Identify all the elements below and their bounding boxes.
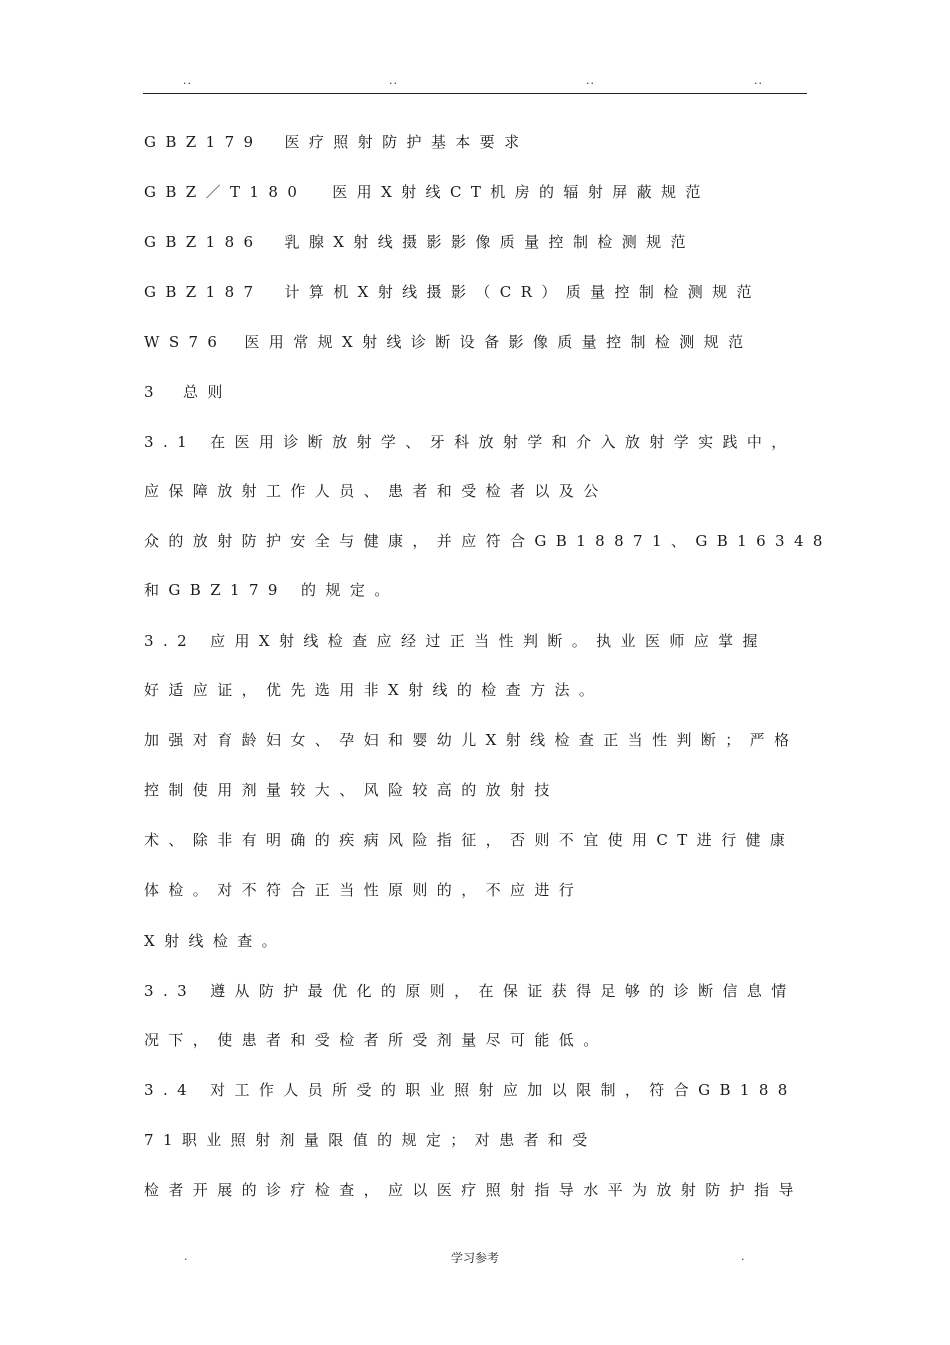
clause-line — [144, 880, 583, 900]
header-mark: .. — [389, 74, 398, 87]
header-divider — [143, 93, 807, 94]
clause-text: 众的放射防护安全与健康，并应符合GB18871、GB16348 — [144, 532, 832, 550]
clause-text: 71职业照射剂量限值的规定；对患者和受 — [144, 1131, 597, 1149]
clause-number: 3.2 — [144, 632, 197, 650]
clause-line — [144, 481, 608, 501]
clause-text: 对工作人员所受的职业照射应加以限制，符合GB188 — [210, 1081, 797, 1099]
standard-title: 计算机X射线摄影（CR）质量控制检测规范 — [284, 283, 761, 301]
clause-line — [144, 730, 798, 750]
standard-title: 乳腺X射线摄影影像质量控制检测规范 — [284, 233, 695, 251]
clause-line — [144, 830, 794, 850]
clause-line — [144, 780, 559, 800]
standard-title: 医用X射线CT机房的辐射屏蔽规范 — [332, 183, 710, 201]
header-mark: .. — [586, 74, 595, 87]
standard-code: GBZ179 — [144, 133, 263, 151]
clause-text: X射线检查。 — [144, 932, 287, 950]
section-number: 3 — [144, 383, 163, 401]
section-title: 总则 — [182, 383, 232, 401]
clause-line — [144, 981, 796, 1001]
standard-title: 医用常规X射线诊断设备影像质量控制检测规范 — [244, 333, 753, 351]
standard-item — [144, 232, 695, 252]
clause-text: 应保障放射工作人员、患者和受检者以及公 — [144, 482, 608, 500]
standard-code: GBZ186 — [144, 233, 263, 251]
clause-text: 加强对育龄妇女、孕妇和婴幼儿X射线检查正当性判断；严格 — [144, 731, 799, 749]
clause-text: 体检。对不符合正当性原则的，不应进行 — [144, 881, 584, 899]
standard-item — [144, 282, 761, 302]
clause-line — [144, 1130, 597, 1150]
clause-text: 检者开展的诊疗检查，应以医疗照射指导水平为放射防护指导 — [144, 1181, 803, 1199]
standard-item — [144, 182, 710, 202]
clause-line — [144, 432, 796, 452]
clause-text: 在医用诊断放射学、牙科放射学和介入放射学实践中， — [210, 433, 796, 451]
clause-number: 3.1 — [144, 433, 197, 451]
header-mark: .. — [183, 74, 192, 87]
clause-text: 好适应证，优先选用非X射线的检查方法。 — [144, 681, 604, 699]
clause-text: 控制使用剂量较大、风险较高的放射技 — [144, 781, 559, 799]
clause-text: 术、除非有明确的疾病风险指征，否则不宜使用CT进行健康 — [144, 831, 795, 849]
clause-text: 应用X射线检查应经过正当性判断。执业医师应掌握 — [210, 632, 767, 650]
clause-line — [144, 1180, 803, 1200]
header-mark: .. — [754, 74, 763, 87]
clause-line — [144, 580, 399, 600]
clause-number: 3.4 — [144, 1081, 197, 1099]
footer-right-mark: . — [741, 1250, 745, 1263]
standard-code: GBZ187 — [144, 283, 263, 301]
clause-line — [144, 531, 832, 551]
clause-text: 遵从防护最优化的原则，在保证获得足够的诊断信息情 — [210, 982, 796, 1000]
clause-line — [144, 631, 767, 651]
standard-code: WS76 — [144, 333, 227, 351]
standard-item — [144, 132, 528, 152]
clause-line — [144, 931, 286, 951]
standard-code: GBZ／T180 — [144, 183, 307, 201]
clause-line — [144, 1080, 797, 1100]
clause-text: 况下，使患者和受检者所受剂量尽可能低。 — [144, 1031, 608, 1049]
standard-item — [144, 332, 752, 352]
clause-text: 和GBZ179 的规定。 — [144, 581, 399, 599]
clause-line — [144, 680, 603, 700]
clause-line — [144, 1030, 608, 1050]
section-heading — [144, 382, 232, 402]
page-header — [0, 74, 950, 88]
footer-left-mark: . — [184, 1250, 188, 1263]
clause-number: 3.3 — [144, 982, 197, 1000]
standard-title: 医疗照射防护基本要求 — [284, 133, 529, 151]
footer-caption: 学习参考 — [450, 1251, 499, 1265]
